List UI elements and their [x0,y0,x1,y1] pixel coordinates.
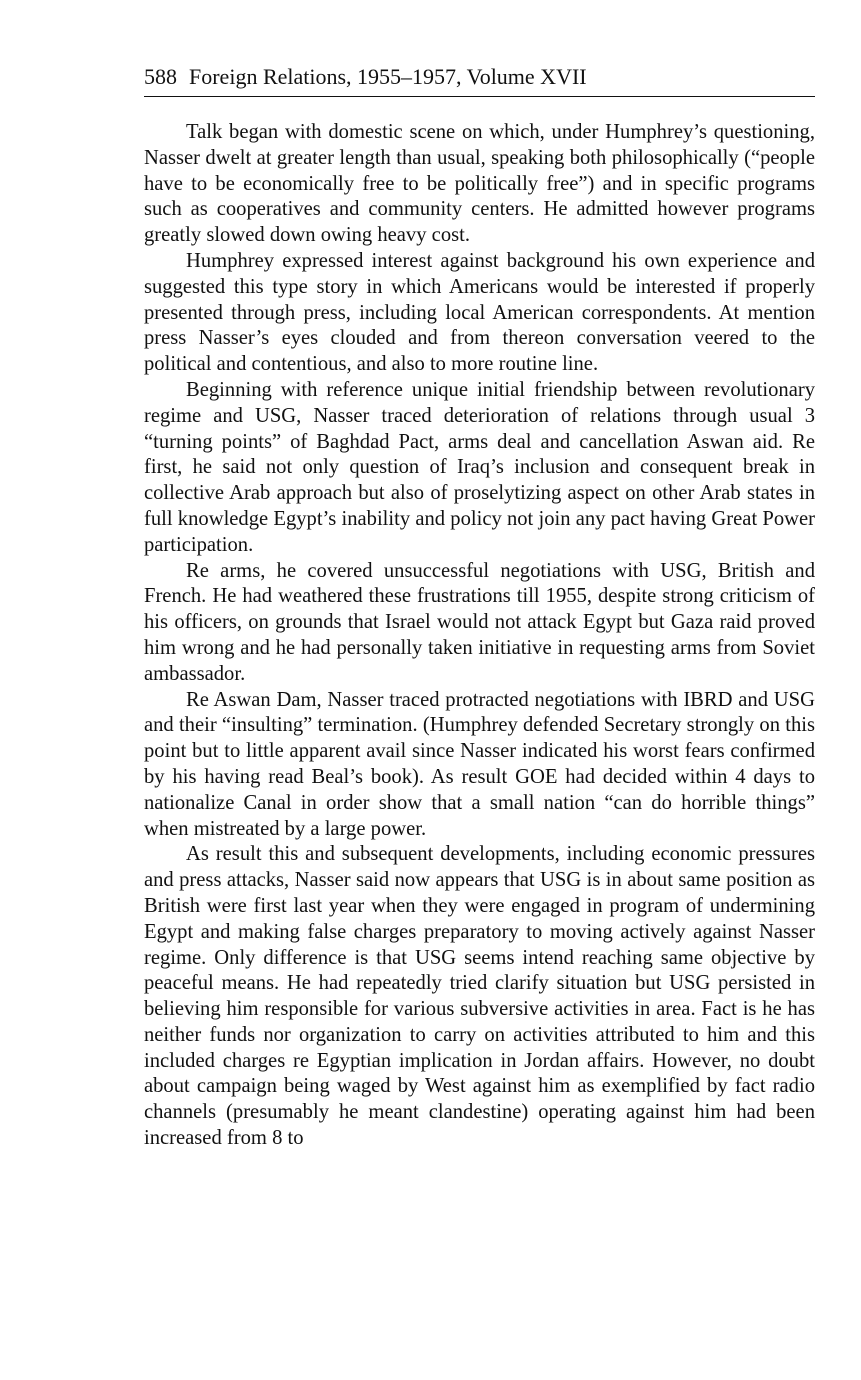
paragraph-aswan-dam: Re Aswan Dam, Nasser traced protracted negotiations with IBRD and USG and their “insulting” termination. (Humphrey defended Secretary strongly on this point but to little apparent avail since Nasser indicated his worst fears confirmed by his having read Beal’s book). As result GOE had decided within 4 days to nationalize Canal in order show that a small nation “can do horrible things” when mistreated by a large power. [144,688,815,840]
running-header [144,62,815,97]
paragraph-domestic-scene: Talk began with domestic scene on which, under Humphrey’s questioning, Nasser dwelt at greater length than usual, speaking both philosophically (“people have to be economically free to be politically free”) and in specific programs such as cooperatives and community centers. He admitted however programs greatly slowed down owing heavy cost. [144,121,815,247]
page-number: 588 [144,64,177,89]
paragraph-subsequent-developments: As result this and subsequent developments, including economic pressures and press attacks, Nasser said now appears that USG is in about same position as British were first last year when they were engaged in program of undermining Egypt and making false charges preparatory to moving actively against Nasser regime. Only difference is that USG seems intend reaching same objective by peaceful means. He had repeatedly tried clarify situation but USG persisted in believing him responsible for various subversive activities in area. Fact is he has neither funds nor organization to carry on activities attributed to him and this included charges re Egyptian implication in Jordan affairs. However, no doubt about campaign being waged by West against him as exemplified by fact radio channels (presumably he meant clandestine) operating against him had been increased from 8 to [144,843,815,1150]
body-text [144,120,815,1152]
paragraph-arms: Re arms, he covered unsuccessful negotiations with USG, British and French. He had weathered these frustrations till 1955, despite strong criticism of his officers, on grounds that Israel would not attack Egypt but Gaza raid proved him wrong and he had personally taken initiative in requesting arms from Soviet ambassador. [144,559,815,685]
volume-title: Foreign Relations, 1955–1957, Volume XVII [189,64,587,89]
paragraph-turning-points: Beginning with reference unique initial friendship between revolutionary regime and USG, Nasser traced deterioration of relations through usual 3 “turning points” of Baghdad Pact, arms deal and cancellation Aswan aid. Re first, he said not only question of Iraq’s inclusion and consequent break in collective Arab approach but also of proselytizing aspect on other Arab states in full knowledge Egypt’s inability and policy not join any pact having Great Power participation. [144,378,815,556]
paragraph-humphrey-interest: Humphrey expressed interest against background his own experience and suggested this type story in which Americans would be interested if properly presented through press, including local American correspondents. At mention press Nasser’s eyes clouded and from thereon conversation veered to the political and contentious, and also to more routine line. [144,249,815,376]
